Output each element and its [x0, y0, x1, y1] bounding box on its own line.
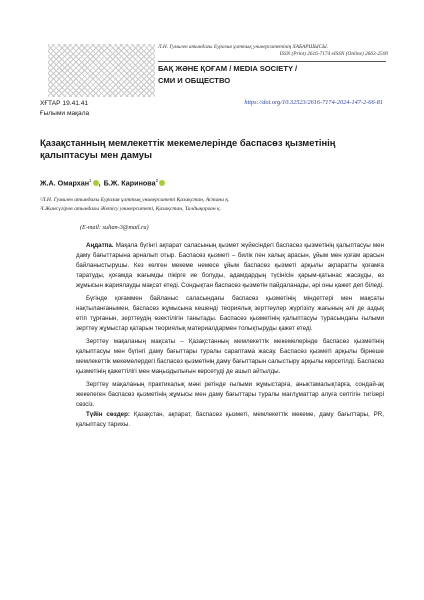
- journal-issn-line: ISSN (Print) 2616-7174 eISSN (Online) 2663-2500: [279, 51, 388, 57]
- section-heading: [158, 63, 388, 87]
- abstract-body: [76, 241, 384, 430]
- author-1-sup: 1: [89, 178, 92, 183]
- journal-logo-pattern: [48, 44, 155, 97]
- author-2-sup: 2: [155, 178, 159, 183]
- abstract-p1-text: Мақала бүгінгі ақпарат саласының қызмет жүйесіндегі баспасөз қызметінің қалыптасуы мен даму бағыттарына арналып отыр. Баспасөз қызметі – билік пен халық арасын, ұйым мен қоғам арасын байланыстырушы. Кез келген мекеме немесе ұйым баспасөз қызметі арқылы ақпаратты қоғамға таратуды, қоғамда жағымды пікірге ие болуды, адамдардың түсінісін қарым-қатынас жасауды, өз жұмысын жариялауды мақсат етеді. Сондықтан баспасөз қызметін пайдаланады, әрі оны қажет деп біледі.: [76, 242, 384, 289]
- abstract-paragraph-1: [76, 241, 384, 291]
- abstract-paragraph-4: Зерттеу мақаланың практикалық мәні ретінде ғылыми жұмыстарға, аныктамалықтарға, сондай-ақ жекелеген баспасөз қызметінің жұмысы мен даму бағыттары туралы мағлұматтар алуға септігін тигізері сөзсіз.: [76, 381, 384, 408]
- doi-link[interactable]: https://doi.org/10.32523/2616-7174-2024-147-2-66-81: [244, 99, 383, 106]
- keywords-paragraph: [76, 410, 384, 430]
- irstr-code: ХҒТАР 19.41.41: [40, 100, 89, 107]
- journal-meta: [158, 44, 388, 58]
- author-1-name: Ж.А. Омархан: [40, 178, 90, 188]
- journal-title-line: Л.Н. Гумилев атындағы Еуразия ұлттық университетінің ХАБАРШЫСЫ.: [158, 44, 329, 50]
- article-classification: [40, 99, 89, 118]
- keywords-text: Қазақстан, ақпарат, баспасөз қызметі, мемлекеттік мекеме, даму бағыттары, PR, қалыптасу тарихы.: [76, 411, 384, 428]
- section-line-2: СМИ И ОБЩЕСТВО: [158, 76, 231, 85]
- article-title: Қазақстанның мемлекеттік мекемелерінде баспасөз қызметінің қалыптасуы мен дамуы: [40, 137, 336, 160]
- keywords-label: Түйін сөздер:: [86, 411, 130, 418]
- orcid-icon[interactable]: [93, 180, 99, 186]
- abstract-label: Аңдатпа.: [86, 242, 114, 249]
- affiliation-2: ²І.Жансүгіров атындағы Жетісу университеті, Қазақстан, Талдықорған қ.: [40, 206, 222, 212]
- header-divider: [158, 61, 386, 62]
- authors-line: [40, 178, 165, 187]
- orcid-icon[interactable]: [159, 180, 165, 186]
- author-email: (E-mail: sultan-3@mail.ru): [80, 224, 149, 231]
- article-type: Ғылыми мақала: [40, 109, 90, 117]
- author-2: [104, 178, 166, 187]
- section-line-1: БАҚ ЖӘНЕ ҚОҒАМ / MEDIA SOCIETY /: [158, 64, 298, 73]
- abstract-paragraph-2: Бүгінде қоғаммен байланыс саласындағы баспасөз қызметінің міндеттері мен мақсаты нақтыланғанымен, баспасөз жұмысына кешенді теориялық зерттеулер жүргізілу жағының әлі де аздық етіп тұрғанын, зерттеудің өзектілігін танытады. Баспасөз қызметінің қалыптасуы турасындағы ғылыми зерттеу жұмыстар қатарын теориялық материалдармен толықтыруды қажет етеді.: [76, 295, 384, 332]
- abstract-paragraph-3: Зерттеу мақаланың мақсаты – Қазақстанның мемлекеттік мекемелерінде баспасөз қызметінің қалыптасуы мен бүгінгі даму бағыттары туралы сараптама жасау. Баспасөз қызметі арқылы бірнеше мемлекеттік мекемелердегі баспасөз қызметінің даму бағыттарын салыстыру арқылы көрсетілді. Баспасөз қызметінің қажеттілігі мен маңыздылығын көрсетуді де ашып айтылды.: [76, 338, 384, 375]
- author-1: Ж.А. Омархан$^1$ ,: [40, 178, 101, 188]
- affiliations: [40, 196, 229, 214]
- author-2-name: Б.Ж. Каринова: [103, 178, 156, 188]
- affiliation-1: ¹Л.Н. Гумилев атындағы Еуразия ұлттық университеті Қазақстан, Астана қ.: [40, 197, 230, 203]
